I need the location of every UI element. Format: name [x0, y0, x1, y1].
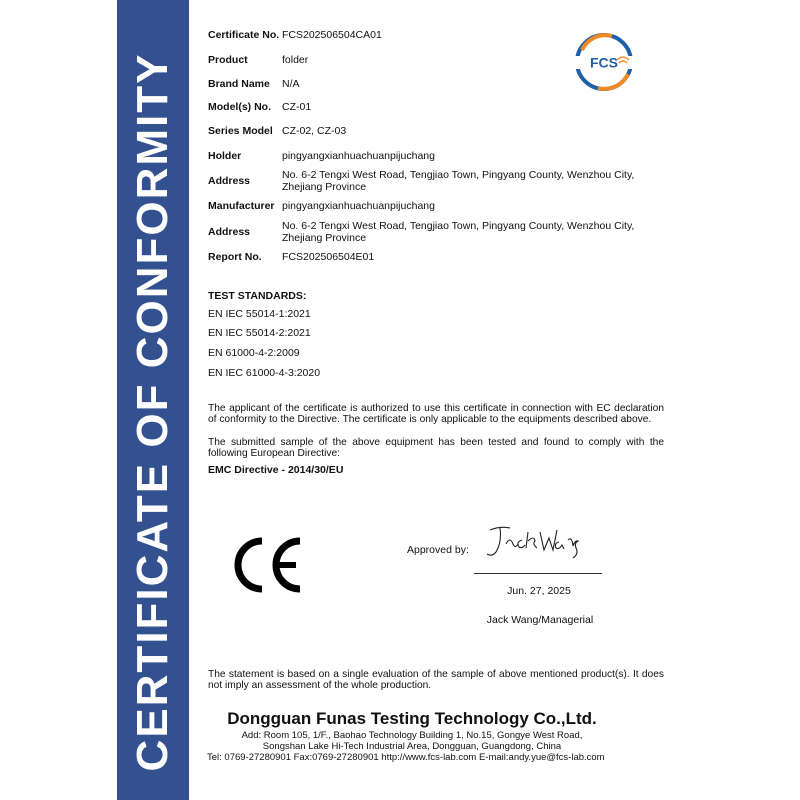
field-value-product: folder [282, 54, 309, 66]
field-label-series-model: Series Model [208, 125, 273, 137]
company-address-line: Songshan Lake Hi-Tech Industrial Area, Dongguan, Guangdong, China [262, 741, 562, 752]
field-value-holder: pingyangxianhuachuanpijuchang [282, 150, 435, 162]
field-label-manufacturer-address: Address [208, 226, 251, 238]
logo-text: FCS [590, 54, 618, 71]
field-label-brand-name: Brand Name [208, 78, 270, 90]
standards-heading: TEST STANDARDS: [208, 290, 307, 302]
field-value-manufacturer: pingyangxianhuachuanpijuchang [282, 200, 435, 212]
authorization-paragraph: The applicant of the certificate is authorized to use this certificate in connection with EC declaration of conformity to the Directive. The certificate is only applicable to the equipments described above. [208, 403, 664, 425]
directive-title: EMC Directive - 2014/30/EU [208, 464, 344, 476]
standard-item: EN IEC 55014-1:2021 [208, 308, 311, 320]
field-value-certificate-no: FCS202506504CA01 [282, 29, 382, 41]
approver-name: Jack Wang/Managerial [486, 614, 594, 626]
field-label-product: Product [208, 54, 248, 66]
company-contact: Tel: 0769-27280901 Fax:0769-27280901 http://www.fcs-lab.com E-mail:andy.yue@fcs-lab.com [207, 752, 605, 763]
field-value-series-model: CZ-02, CZ-03 [282, 125, 347, 137]
compliance-paragraph: The submitted sample of the above equipment has been tested and found to comply with the following European Directive: [208, 437, 664, 459]
field-label-report-no: Report No. [208, 251, 262, 263]
signature-image [476, 522, 586, 562]
signature-line [474, 573, 602, 574]
field-value-manufacturer-address: No. 6-2 Tengxi West Road, Tengjiao Town, Pingyang County, Wenzhou City, Zhejiang Province [282, 220, 635, 244]
field-value-holder-address: No. 6-2 Tengxi West Road, Tengjiao Town, Pingyang County, Wenzhou City, Zhejiang Province [282, 169, 635, 193]
approved-by-label: Approved by: [407, 544, 469, 556]
field-label-certificate-no: Certificate No. [208, 29, 280, 41]
approval-date: Jun. 27, 2025 [507, 585, 571, 597]
standard-item: EN 61000-4-2:2009 [208, 347, 300, 359]
field-value-report-no: FCS202506504E01 [282, 251, 375, 263]
field-value-model-no: CZ-01 [282, 101, 312, 113]
field-value-brand-name: N/A [282, 78, 300, 90]
statement-paragraph: The statement is based on a single evaluation of the sample of above mentioned product(s). It does not imply an assessment of the whole production. [208, 669, 664, 691]
field-label-manufacturer: Manufacturer [208, 200, 275, 212]
side-banner-title: CERTIFICATE OF CONFORMITY [128, 52, 177, 772]
company-address-line: Add: Room 105, 1/F., Baohao Technology Building 1, No.15, Gongye West Road, [241, 730, 583, 741]
field-label-model-no: Model(s) No. [208, 101, 271, 113]
ce-mark-icon [232, 535, 306, 595]
field-label-holder-address: Address [208, 175, 251, 187]
field-label-holder: Holder [208, 150, 242, 162]
standard-item: EN IEC 61000-4-3:2020 [208, 367, 321, 379]
company-name: Dongguan Funas Testing Technology Co.,Ltd. [227, 709, 597, 728]
standard-item: EN IEC 55014-2:2021 [208, 327, 311, 339]
